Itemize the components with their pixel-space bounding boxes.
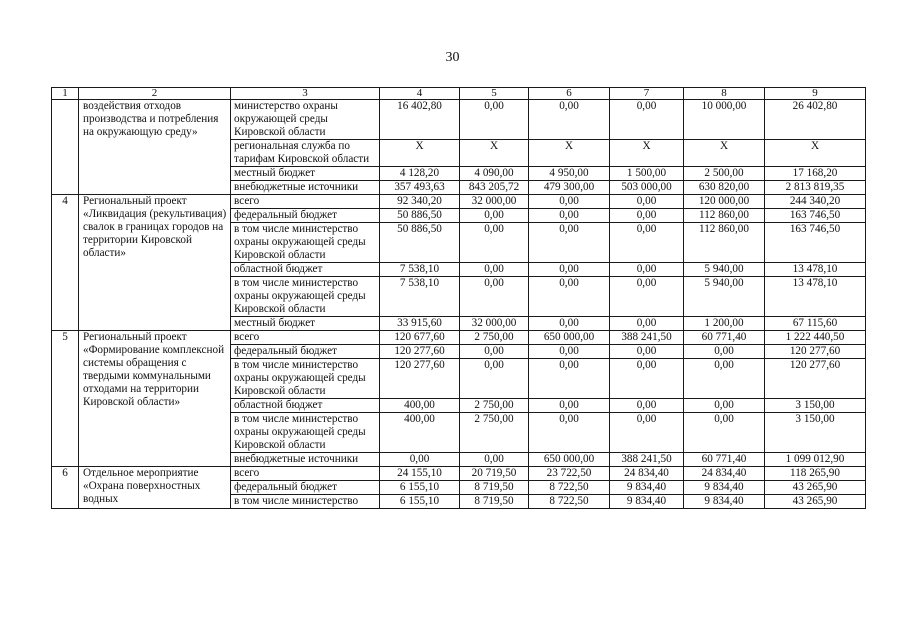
value-cell: 0,00 (529, 359, 610, 399)
value-cell: 20 719,50 (460, 467, 529, 481)
value-cell: 7 538,10 (380, 277, 460, 317)
row-number-cell: 5 (52, 331, 79, 467)
value-cell: 50 886,50 (380, 209, 460, 223)
value-cell: 24 834,40 (610, 467, 684, 481)
page-number: 30 (445, 50, 460, 65)
value-cell: 1 200,00 (684, 317, 765, 331)
value-cell: 0,00 (529, 413, 610, 453)
header-cell: 7 (610, 88, 684, 100)
value-cell: 8 722,50 (529, 495, 610, 509)
value-cell: 23 722,50 (529, 467, 610, 481)
value-cell: 0,00 (610, 195, 684, 209)
value-cell: 0,00 (610, 413, 684, 453)
funding-source-cell: в том числе министерство охраны окружающей среды Кировской области (231, 413, 380, 453)
value-cell: 26 402,80 (765, 100, 866, 140)
value-cell: 0,00 (529, 223, 610, 263)
funding-source-cell: в том числе министерство (231, 495, 380, 509)
project-name-cell: Региональный проект «Формирование комплексной системы обращения с твердыми коммунальными отходами на территории Кировской области» (79, 331, 231, 467)
value-cell: 0,00 (529, 277, 610, 317)
value-cell: 13 478,10 (765, 263, 866, 277)
header-cell: 5 (460, 88, 529, 100)
value-cell: 630 820,00 (684, 181, 765, 195)
value-cell: 4 950,00 (529, 167, 610, 181)
value-cell: 32 000,00 (460, 317, 529, 331)
value-cell: 0,00 (529, 100, 610, 140)
project-name-cell: воздействия отходов производства и потребления на окружающую среду» (79, 100, 231, 195)
value-cell: 0,00 (529, 399, 610, 413)
value-cell: 0,00 (684, 399, 765, 413)
funding-source-cell: областной бюджет (231, 399, 380, 413)
funding-source-cell: всего (231, 467, 380, 481)
value-cell: 6 155,10 (380, 495, 460, 509)
value-cell: 60 771,40 (684, 331, 765, 345)
funding-source-cell: областной бюджет (231, 263, 380, 277)
value-cell: 388 241,50 (610, 453, 684, 467)
value-cell: 0,00 (610, 317, 684, 331)
value-cell: 0,00 (610, 209, 684, 223)
value-cell: 2 813 819,35 (765, 181, 866, 195)
value-cell: 43 265,90 (765, 495, 866, 509)
value-cell: 0,00 (684, 345, 765, 359)
header-cell: 3 (231, 88, 380, 100)
funding-source-cell: министерство охраны окружающей среды Кировской области (231, 100, 380, 140)
table-row (52, 467, 866, 481)
value-cell: 120 000,00 (684, 195, 765, 209)
value-cell: 843 205,72 (460, 181, 529, 195)
table-row (52, 195, 866, 209)
value-cell: 120 677,60 (380, 331, 460, 345)
value-cell: 2 750,00 (460, 331, 529, 345)
value-cell: 0,00 (460, 453, 529, 467)
value-cell: 0,00 (610, 223, 684, 263)
value-cell: 3 150,00 (765, 413, 866, 453)
value-cell: 120 277,60 (380, 345, 460, 359)
funding-source-cell: в том числе министерство охраны окружающей среды Кировской области (231, 223, 380, 263)
header-cell: 2 (79, 88, 231, 100)
value-cell: 4 128,20 (380, 167, 460, 181)
value-cell: 67 115,60 (765, 317, 866, 331)
value-cell: 400,00 (380, 399, 460, 413)
funding-source-cell: в том числе министерство охраны окружающей среды Кировской области (231, 277, 380, 317)
value-cell: 33 915,60 (380, 317, 460, 331)
funding-source-cell: внебюджетные источники (231, 453, 380, 467)
value-cell: 0,00 (529, 195, 610, 209)
row-number-cell (52, 100, 79, 195)
value-cell: 3 150,00 (765, 399, 866, 413)
funding-source-cell: всего (231, 195, 380, 209)
value-cell: 1 099 012,90 (765, 453, 866, 467)
value-cell: 50 886,50 (380, 223, 460, 263)
funding-source-cell: всего (231, 331, 380, 345)
value-cell: X (610, 140, 684, 167)
header-cell: 8 (684, 88, 765, 100)
value-cell: 9 834,40 (684, 495, 765, 509)
value-cell: X (765, 140, 866, 167)
value-cell: 9 834,40 (610, 495, 684, 509)
value-cell: 0,00 (460, 209, 529, 223)
value-cell: 650 000,00 (529, 453, 610, 467)
value-cell: 9 834,40 (684, 481, 765, 495)
value-cell: 0,00 (610, 399, 684, 413)
value-cell: 24 834,40 (684, 467, 765, 481)
value-cell: 112 860,00 (684, 223, 765, 263)
value-cell: 0,00 (610, 277, 684, 317)
value-cell: 8 719,50 (460, 495, 529, 509)
value-cell: 0,00 (529, 209, 610, 223)
project-name-cell: Отдельное мероприятие «Охрана поверхностных водных (79, 467, 231, 509)
value-cell: 0,00 (460, 277, 529, 317)
funding-source-cell: в том числе министерство охраны окружающей среды Кировской области (231, 359, 380, 399)
value-cell: 0,00 (529, 317, 610, 331)
value-cell: 112 860,00 (684, 209, 765, 223)
value-cell: 92 340,20 (380, 195, 460, 209)
value-cell: 10 000,00 (684, 100, 765, 140)
value-cell: 163 746,50 (765, 223, 866, 263)
table-row (52, 331, 866, 345)
value-cell: 17 168,20 (765, 167, 866, 181)
row-number-cell: 4 (52, 195, 79, 331)
value-cell: 8 719,50 (460, 481, 529, 495)
value-cell: 120 277,60 (380, 359, 460, 399)
value-cell: X (460, 140, 529, 167)
value-cell: X (529, 140, 610, 167)
value-cell: 120 277,60 (765, 359, 866, 399)
value-cell: 118 265,90 (765, 467, 866, 481)
value-cell: 5 940,00 (684, 277, 765, 317)
value-cell: 8 722,50 (529, 481, 610, 495)
value-cell: X (380, 140, 460, 167)
value-cell: 2 500,00 (684, 167, 765, 181)
value-cell: 503 000,00 (610, 181, 684, 195)
value-cell: 0,00 (460, 345, 529, 359)
value-cell: 16 402,80 (380, 100, 460, 140)
budget-table (51, 87, 866, 509)
value-cell: 7 538,10 (380, 263, 460, 277)
value-cell: X (684, 140, 765, 167)
funding-source-cell: региональная служба по тарифам Кировской области (231, 140, 380, 167)
value-cell: 479 300,00 (529, 181, 610, 195)
value-cell: 24 155,10 (380, 467, 460, 481)
value-cell: 120 277,60 (765, 345, 866, 359)
value-cell: 0,00 (529, 345, 610, 359)
value-cell: 244 340,20 (765, 195, 866, 209)
value-cell: 60 771,40 (684, 453, 765, 467)
value-cell: 5 940,00 (684, 263, 765, 277)
funding-source-cell: федеральный бюджет (231, 481, 380, 495)
value-cell: 2 750,00 (460, 399, 529, 413)
value-cell: 0,00 (460, 359, 529, 399)
header-cell: 1 (52, 88, 79, 100)
funding-source-cell: федеральный бюджет (231, 345, 380, 359)
funding-source-cell: федеральный бюджет (231, 209, 380, 223)
funding-source-cell: внебюджетные источники (231, 181, 380, 195)
header-cell: 6 (529, 88, 610, 100)
header-cell: 4 (380, 88, 460, 100)
value-cell: 0,00 (610, 263, 684, 277)
value-cell: 1 500,00 (610, 167, 684, 181)
value-cell: 43 265,90 (765, 481, 866, 495)
value-cell: 2 750,00 (460, 413, 529, 453)
value-cell: 13 478,10 (765, 277, 866, 317)
value-cell: 0,00 (610, 345, 684, 359)
value-cell: 6 155,10 (380, 481, 460, 495)
value-cell: 0,00 (684, 359, 765, 399)
value-cell: 1 222 440,50 (765, 331, 866, 345)
value-cell: 400,00 (380, 413, 460, 453)
value-cell: 9 834,40 (610, 481, 684, 495)
header-row (52, 88, 866, 100)
value-cell: 0,00 (610, 359, 684, 399)
funding-source-cell: местный бюджет (231, 167, 380, 181)
row-number-cell: 6 (52, 467, 79, 509)
value-cell: 0,00 (380, 453, 460, 467)
funding-source-cell: местный бюджет (231, 317, 380, 331)
value-cell: 0,00 (460, 100, 529, 140)
value-cell: 0,00 (460, 223, 529, 263)
value-cell: 0,00 (460, 263, 529, 277)
value-cell: 388 241,50 (610, 331, 684, 345)
value-cell: 0,00 (529, 263, 610, 277)
table-row (52, 100, 866, 140)
value-cell: 163 746,50 (765, 209, 866, 223)
project-name-cell: Региональный проект «Ликвидация (рекультивация) свалок в границах городов на территории Кировской области» (79, 195, 231, 331)
value-cell: 0,00 (684, 413, 765, 453)
value-cell: 357 493,63 (380, 181, 460, 195)
value-cell: 32 000,00 (460, 195, 529, 209)
value-cell: 4 090,00 (460, 167, 529, 181)
value-cell: 0,00 (610, 100, 684, 140)
value-cell: 650 000,00 (529, 331, 610, 345)
header-cell: 9 (765, 88, 866, 100)
